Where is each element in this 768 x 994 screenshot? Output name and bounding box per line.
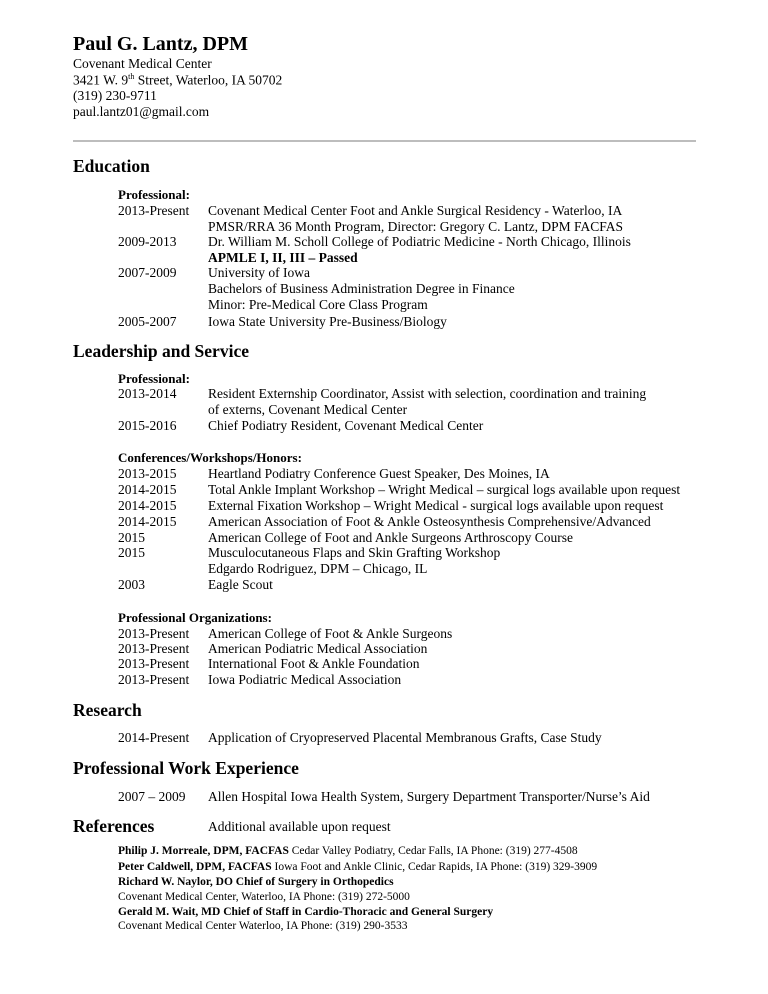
header-org: Covenant Medical Center [73,56,212,71]
reference-name: Gerald M. Wait, MD Chief of Staff in Cardio-Thoracic and General Surgery [118,906,494,918]
row-text: American Podiatric Medical Association [208,641,428,656]
row-text: Covenant Medical Center Foot and Ankle Surgical Residency - Waterloo, IA [208,203,623,218]
row-date: 2013-2015 [118,466,177,481]
person-name: Paul G. Lantz, DPM [73,33,248,55]
section-title-education: Education [73,156,150,176]
row-date: 2009-2013 [118,234,177,249]
row-text: Resident Externship Coordinator, Assist with selection, coordination and training [208,386,647,401]
row-date: 2014-2015 [118,514,177,529]
reference-detail: Covenant Medical Center Waterloo, IA Phone: (319) 290-3533 [118,920,408,932]
header-phone: (319) 230-9711 [73,88,157,103]
row-text: International Foot & Ankle Foundation [208,656,420,671]
row-date: 2013-Present [118,672,190,687]
row-date: 2013-Present [118,626,190,641]
reference-line [118,920,408,932]
organizations-subheading: Professional Organizations: [118,610,272,625]
row-text: American College of Foot and Ankle Surgeons Arthroscopy Course [208,530,573,545]
education-subheading: Professional: [118,187,190,202]
reference-line [118,845,578,857]
row-text: American Association of Foot & Ankle Osteosynthesis Comprehensive/Advanced [208,514,651,529]
section-title-research: Research [73,700,142,720]
address-part: 3421 W. 9 [73,72,129,88]
row-text: Heartland Podiatry Conference Guest Speaker, Des Moines, IA [208,466,550,481]
references-note: Additional available upon request [208,819,391,834]
reference-line [118,861,597,873]
row-date: 2003 [118,577,145,592]
row-text: Edgardo Rodriguez, DPM – Chicago, IL [208,561,428,576]
address-part: Street, Waterloo, IA 50702 [134,72,283,88]
header-email[interactable]: paul.lantz01@gmail.com [73,104,210,119]
row-date: 2015 [118,530,145,545]
row-text: Dr. William M. Scholl College of Podiatric Medicine - North Chicago, Illinois [208,234,631,249]
reference-name: Richard W. Naylor, DO Chief of Surgery in Orthopedics [118,876,394,888]
section-title-references: References [73,816,155,836]
row-text: Application of Cryopreserved Placental Membranous Grafts, Case Study [208,730,602,745]
row-date: 2005-2007 [118,314,177,329]
address-suffix: th [128,72,135,81]
reference-detail: Covenant Medical Center, Waterloo, IA Phone: (319) 272-5000 [118,891,410,903]
row-text: Allen Hospital Iowa Health System, Surgery Department Transporter/Nurse’s Aid [208,789,650,804]
reference-name: Philip J. Morreale, DPM, FACFAS [118,845,289,857]
leadership-subheading: Professional: [118,371,190,386]
reference-line [118,906,493,918]
row-text: American College of Foot & Ankle Surgeons [208,626,453,641]
row-text: Bachelors of Business Administration Degree in Finance [208,281,515,296]
row-date: 2007 – 2009 [118,789,186,804]
reference-name: Peter Caldwell, DPM, FACFAS [118,861,272,873]
reference-line [118,891,410,903]
header-divider [73,140,696,142]
header-address [73,72,282,89]
row-text: Minor: Pre-Medical Core Class Program [208,297,428,312]
conferences-subheading: Conferences/Workshops/Honors: [118,450,302,465]
row-date: 2007-2009 [118,265,177,280]
row-text: Chief Podiatry Resident, Covenant Medical Center [208,418,484,433]
row-date: 2013-2014 [118,386,177,401]
row-text: Musculocutaneous Flaps and Skin Grafting Workshop [208,545,501,560]
row-date: 2014-2015 [118,498,177,513]
row-text: APMLE I, II, III – Passed [208,250,358,265]
row-text: of externs, Covenant Medical Center [208,402,408,417]
section-title-work: Professional Work Experience [73,758,299,778]
row-date: 2015-2016 [118,418,177,433]
row-text: PMSR/RRA 36 Month Program, Director: Gregory C. Lantz, DPM FACFAS [208,219,624,234]
row-text: Iowa State University Pre-Business/Biology [208,314,447,329]
row-text: Total Ankle Implant Workshop – Wright Medical – surgical logs available upon request [208,482,681,497]
row-date: 2013-Present [118,641,190,656]
row-date: 2014-Present [118,730,190,745]
reference-detail: Iowa Foot and Ankle Clinic, Cedar Rapids, IA Phone: (319) 329-3909 [271,861,598,873]
row-date: 2013-Present [118,656,190,671]
reference-line [118,876,394,888]
row-text: University of Iowa [208,265,310,280]
row-date: 2014-2015 [118,482,177,497]
section-title-leadership: Leadership and Service [73,341,249,361]
row-text: External Fixation Workshop – Wright Medical - surgical logs available upon request [208,498,664,513]
row-date: 2015 [118,545,145,560]
row-date: 2013-Present [118,203,190,218]
row-text: Eagle Scout [208,577,273,592]
row-text: Iowa Podiatric Medical Association [208,672,402,687]
reference-detail: Cedar Valley Podiatry, Cedar Falls, IA Phone: (319) 277-4508 [288,845,578,857]
